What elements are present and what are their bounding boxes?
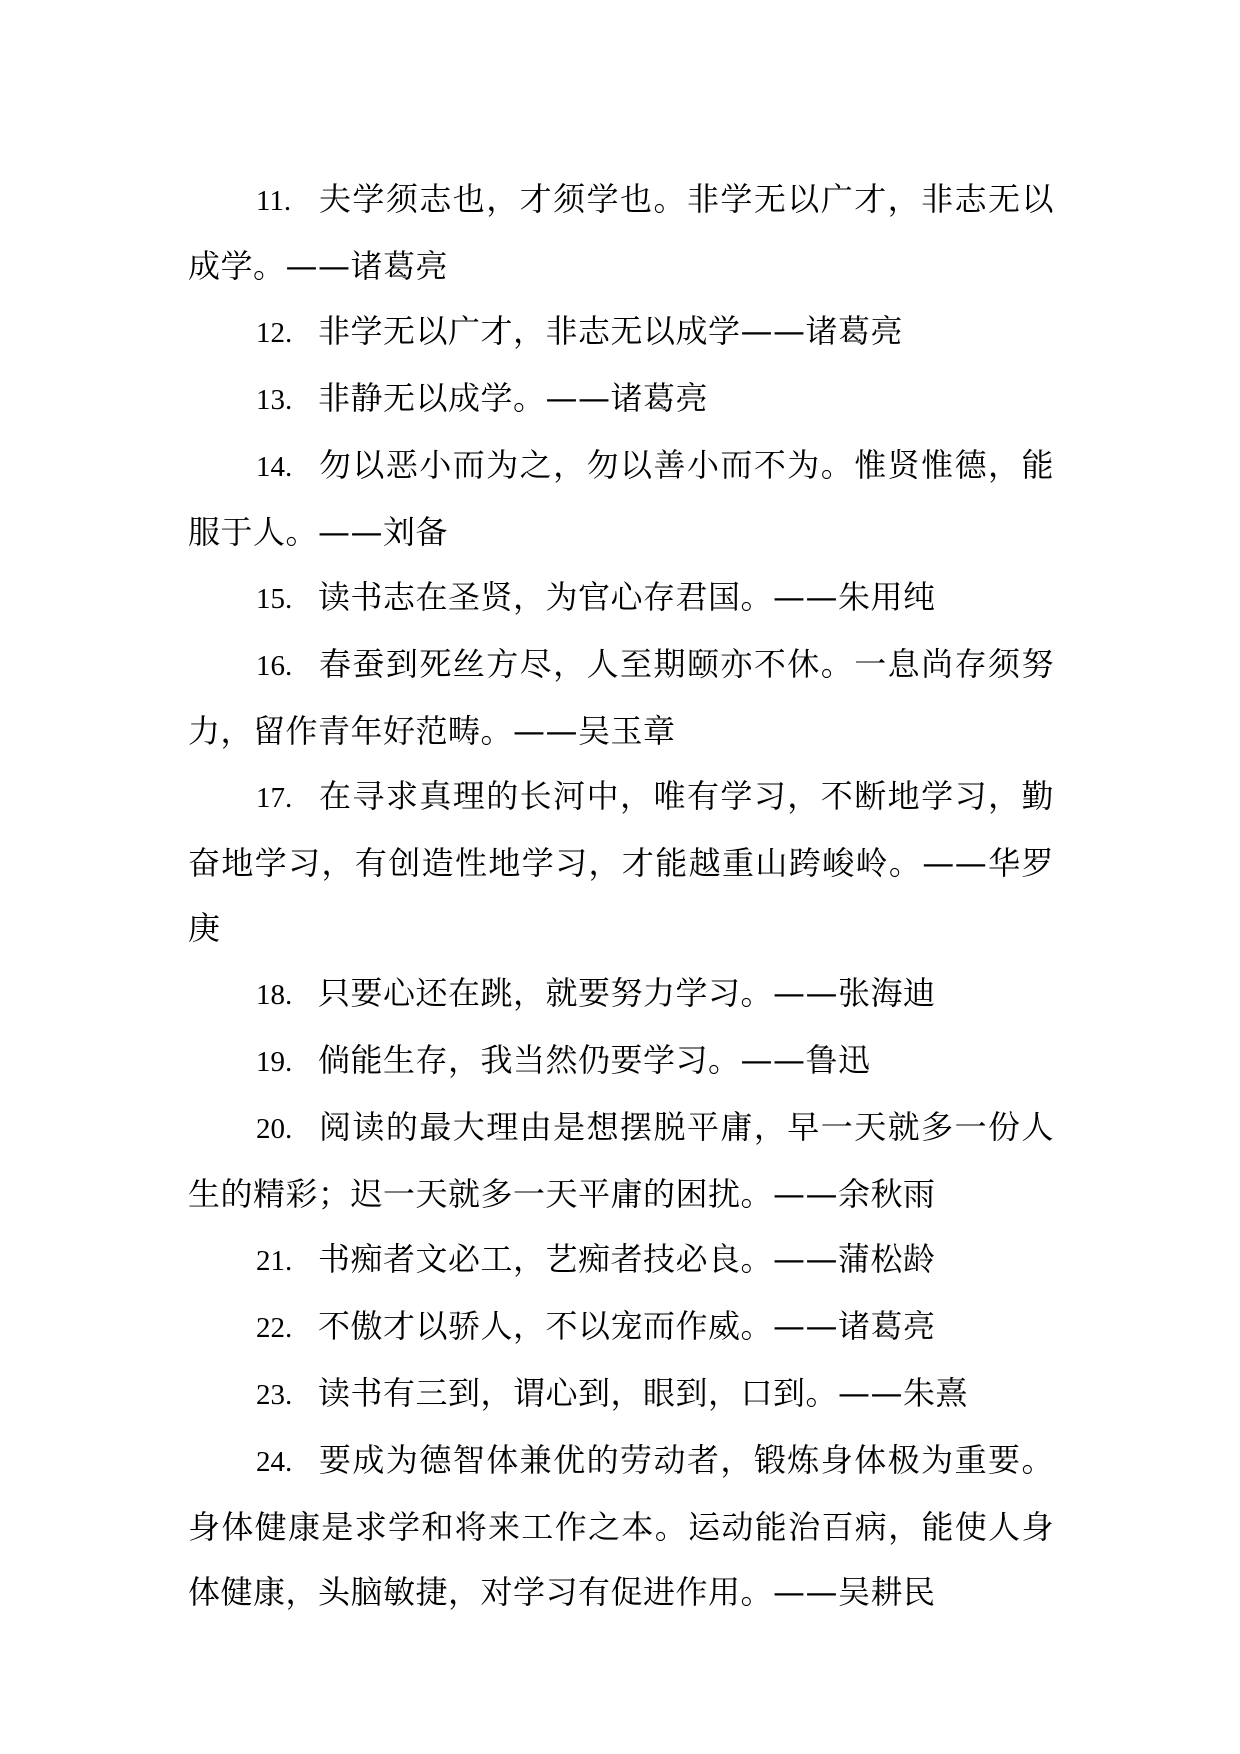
quote-item (188, 632, 1054, 764)
quote-number: 12. (256, 317, 293, 349)
quote-text: 在寻求真理的长河中，唯有学习，不断地学习，勤奋地学习，有创造性地学习，才能越重山跨峻岭。——华罗庚 (188, 777, 1054, 947)
quote-item (188, 1095, 1054, 1227)
quote-item (188, 961, 1054, 1028)
quote-item (188, 1028, 1054, 1095)
quote-text: 非静无以成学。——诸葛亮 (318, 379, 709, 417)
quote-text: 倘能生存，我当然仍要学习。——鲁迅 (318, 1041, 871, 1079)
quote-number: 13. (256, 384, 293, 416)
quote-text: 勿以恶小而为之，勿以善小而不为。惟贤惟德，能服于人。——刘备 (188, 446, 1054, 551)
quote-text: 春蚕到死丝方尽，人至期颐亦不休。一息尚存须努力，留作青年好范畴。——吴玉章 (188, 645, 1054, 750)
quote-text: 要成为德智体兼优的劳动者，锻炼身体极为重要。身体健康是求学和将来工作之本。运动能治百病，能使人身体健康，头脑敏捷，对学习有促进作用。——吴耕民 (188, 1441, 1054, 1611)
quote-text: 书痴者文必工，艺痴者技必良。——蒲松龄 (318, 1240, 936, 1278)
quote-text: 不傲才以骄人，不以宠而作威。——诸葛亮 (318, 1307, 936, 1345)
quote-number: 24. (256, 1446, 293, 1478)
quote-number: 14. (256, 451, 293, 483)
quote-number: 17. (256, 782, 293, 814)
quote-item (188, 167, 1054, 299)
quote-number: 20. (256, 1113, 293, 1145)
quote-item (188, 1361, 1054, 1428)
quote-number: 23. (256, 1379, 293, 1411)
quote-number: 18. (256, 979, 293, 1011)
quote-number: 21. (256, 1245, 293, 1277)
quote-item (188, 1294, 1054, 1361)
quote-item (188, 433, 1054, 565)
quote-number: 19. (256, 1046, 293, 1078)
quote-number: 15. (256, 583, 293, 615)
quote-text: 非学无以广才，非志无以成学——诸葛亮 (318, 312, 904, 350)
quote-item (188, 1227, 1054, 1294)
document-page (188, 167, 1054, 1625)
quote-text: 读书志在圣贤，为官心存君国。——朱用纯 (318, 578, 936, 616)
quote-text: 夫学须志也，才须学也。非学无以广才，非志无以成学。——诸葛亮 (188, 180, 1054, 285)
quote-number: 11. (256, 185, 292, 217)
quote-item (188, 366, 1054, 433)
quote-item (188, 565, 1054, 632)
quote-text: 阅读的最大理由是想摆脱平庸，早一天就多一份人生的精彩；迟一天就多一天平庸的困扰。——余秋雨 (188, 1108, 1054, 1213)
quote-number: 16. (256, 650, 293, 682)
quote-item (188, 764, 1054, 961)
quote-item (188, 299, 1054, 366)
quote-text: 读书有三到，谓心到，眼到，口到。——朱熹 (318, 1374, 969, 1412)
quote-number: 22. (256, 1312, 293, 1344)
quote-text: 只要心还在跳，就要努力学习。——张海迪 (318, 974, 936, 1012)
quote-item (188, 1428, 1054, 1625)
